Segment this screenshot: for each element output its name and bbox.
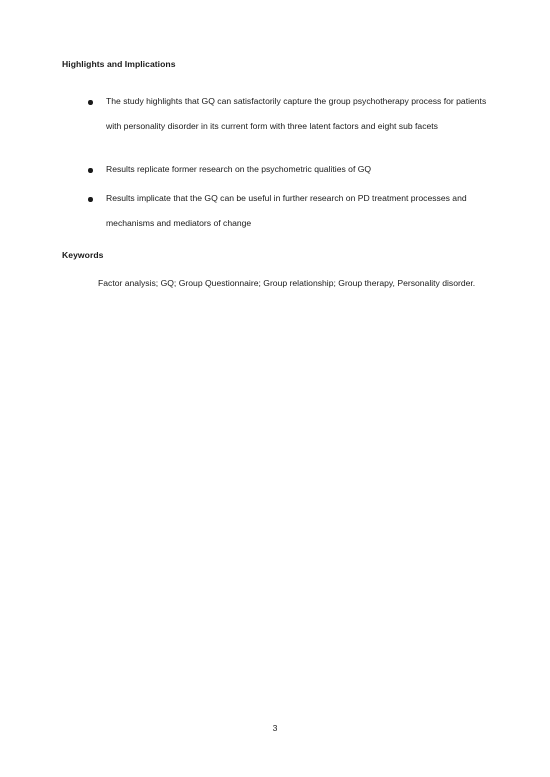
highlight-text: The study highlights that GQ can satisfactorily capture the group psychotherapy process for patients with personality disorder in its current form with three latent factors and eight sub facets [106,96,487,131]
highlights-heading: Highlights and Implications [62,59,176,69]
highlight-text: Results replicate former research on the psychometric qualities of GQ [106,164,372,174]
highlight-text: Results implicate that the GQ can be useful in further research on PD treatment processes and mechanisms and mediators of change [106,193,467,228]
page-number: 3 [272,723,278,733]
bullet-icon [88,197,93,202]
bullet-icon [88,168,93,173]
bullet-icon [88,100,93,105]
keywords-text: Factor analysis; GQ; Group Questionnaire; Group relationship; Group therapy, Personality disorder. [98,278,476,288]
keywords-heading: Keywords [62,250,104,260]
